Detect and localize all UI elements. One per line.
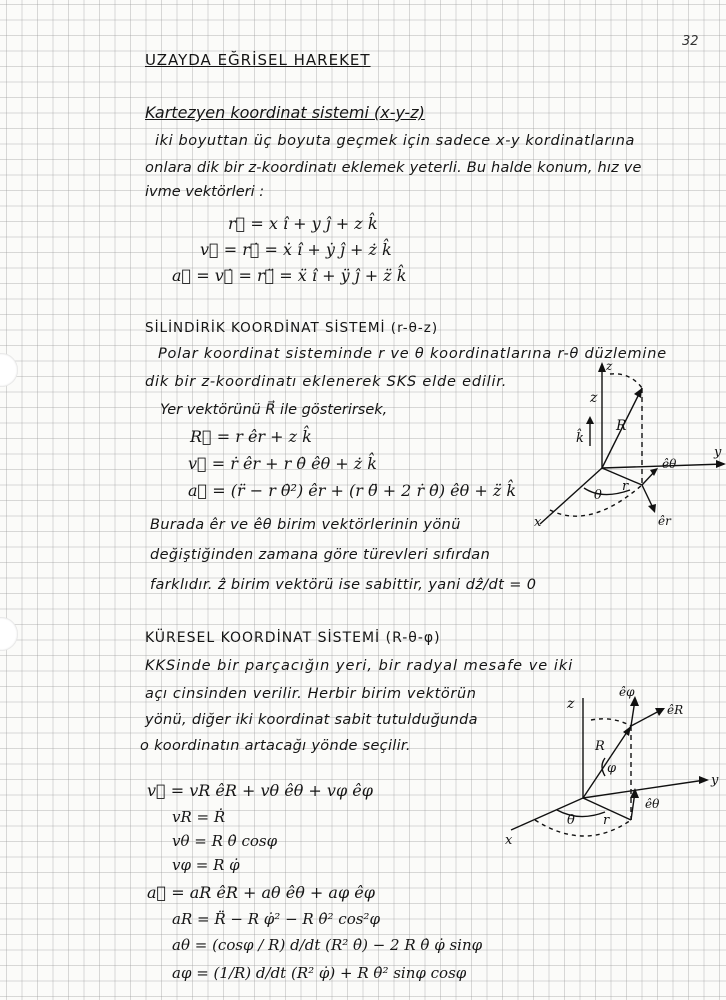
acceleration-equation: a⃗ = v⃗̇ = r⃗̈ = ẍ î + ÿ ĵ + z̈ k̂ (172, 266, 407, 285)
position-equation: r⃗ = x î + y ĵ + z k̂ (228, 214, 378, 233)
spherical-text-line: o koordinatın artacağı yönde seçilir. (140, 738, 411, 754)
sph-label-r: r (603, 813, 610, 828)
page-title: UZAYDA EĞRİSEL HAREKET (145, 51, 371, 69)
sph-base-dashed-arc (535, 820, 631, 836)
page-number: 32 (682, 34, 699, 49)
cyl-label-theta: θ (594, 488, 602, 503)
velocity-equation: v⃗ = r⃗̇ = ẋ î + ẏ ĵ + ż k̂ (200, 240, 392, 259)
cyl-label-y: y (714, 445, 722, 460)
cyl-e-r-arrowhead (648, 504, 656, 513)
cylindrical-heading: SİLİNDİRİK KOORDİNAT SİSTEMİ (r-θ-z) (145, 320, 439, 336)
cyl-velocity-equation: v⃗ = ṙ êr + r θ̇ êθ + ż k̂ (188, 454, 377, 473)
sph-label-R: R (595, 739, 605, 754)
sph-y-arrowhead (699, 776, 709, 784)
cyl-top-dashed-arc (610, 374, 642, 388)
cyl-k-arrowhead (586, 416, 594, 424)
cyl-position-equation: R⃗ = r êr + z k̂ (190, 427, 312, 446)
cyl-label-e-theta: êθ (662, 457, 677, 471)
cyl-label-z-top: z (606, 359, 613, 373)
spherical-text-line: KKSinde bir parçacığın yeri, bir radyal mesafe ve iki (145, 658, 574, 674)
sph-label-e-R: êR (667, 703, 684, 717)
sph-vR-equation: vR = Ṙ (172, 808, 226, 826)
sph-vtheta-equation: vθ = R θ̇ cosφ (172, 832, 278, 850)
sph-label-phi: φ (607, 761, 617, 776)
sph-theta-arc (557, 810, 605, 817)
sph-label-z: z (567, 696, 575, 712)
cartesian-text-line: iki boyuttan üç boyuta geçmek için sadece x-y kordinatlarına (155, 133, 636, 149)
cyl-note-line: Burada êr ve êθ birim vektörlerinin yönü (150, 517, 461, 533)
cyl-label-R: R (616, 418, 627, 434)
cylindrical-text-line: dik bir z-koordinatı eklenerek SKS elde edilir. (145, 374, 508, 390)
cyl-acceleration-equation: a⃗ = (r̈ − r θ̇²) êr + (r θ̈ + 2 ṙ θ̇) êθ + z̈ k̂ (188, 481, 517, 500)
sph-aphi-equation: aφ = (1/R) d/dt (R² φ̇) + R θ̇² sinφ cosφ (172, 964, 467, 982)
cyl-note-line: değiştiğinden zamana göre türevleri sıfırdan (150, 547, 491, 563)
sph-label-x: x (505, 833, 513, 848)
cartesian-text-line: onlara dik bir z-koordinatı eklemek yeterli. Bu halde konum, hız ve (145, 160, 642, 176)
sph-vphi-equation: vφ = R φ̇ (172, 856, 240, 874)
spherical-text-line: yönü, diğer iki koordinat sabit tutulduğunda (145, 712, 478, 728)
cylindrical-text-line: Polar koordinat sisteminde r ve θ koordinatlarına r-θ düzlemine (158, 346, 667, 362)
sph-label-e-theta: êθ (645, 797, 660, 811)
sph-label-e-phi: êφ (619, 685, 635, 699)
sph-R-arrowhead (623, 726, 631, 736)
sph-acceleration-equation: a⃗ = aR êR + aθ êθ + aφ êφ (147, 883, 375, 902)
sph-top-dashed-arc (591, 719, 631, 726)
cyl-label-x: x (534, 515, 542, 530)
sph-e-R-arrow (631, 710, 661, 726)
spherical-heading: KÜRESEL KOORDİNAT SİSTEMİ (R-θ-φ) (145, 630, 441, 646)
cyl-label-k: k̂ (576, 431, 584, 446)
punch-hole-bottom (0, 617, 18, 651)
cyl-label-e-r: êr (658, 514, 671, 528)
punch-hole-top (0, 353, 18, 387)
cartesian-text-line: ivme vektörleri : (145, 184, 265, 200)
sph-velocity-equation: v⃗ = vR êR + vθ êθ + vφ êφ (147, 781, 373, 800)
cyl-label-z-side: z (590, 390, 598, 406)
cartesian-heading: Kartezyen koordinat sistemi (x-y-z) (145, 103, 425, 122)
cyl-note-line: farklıdır. ẑ birim vektörü ise sabittir, yani dẑ/dt = 0 (150, 577, 537, 593)
cyl-z-arrowhead (598, 362, 606, 372)
cyl-x-axis (540, 468, 602, 524)
cylindrical-text-line: Yer vektörünü R⃗ ile gösterirsek, (160, 402, 388, 418)
sph-aR-equation: aR = R̈ − R φ̇² − R θ̇² cos²φ (172, 910, 380, 928)
sph-y-axis (583, 780, 705, 798)
cyl-y-arrowhead (716, 460, 726, 468)
sph-label-y: y (711, 773, 719, 788)
sph-atheta-equation: aθ = (cosφ / R) d/dt (R² θ̇) − 2 R θ̇ φ̇ sinφ (172, 936, 483, 954)
spherical-text-line: açı cinsinden verilir. Herbir birim vektörün (145, 686, 477, 702)
spherical-coordinates-figure (495, 680, 725, 855)
cylindrical-coordinates-figure (530, 360, 726, 550)
sph-label-theta: θ (567, 813, 575, 828)
cyl-label-r: r (622, 479, 629, 494)
